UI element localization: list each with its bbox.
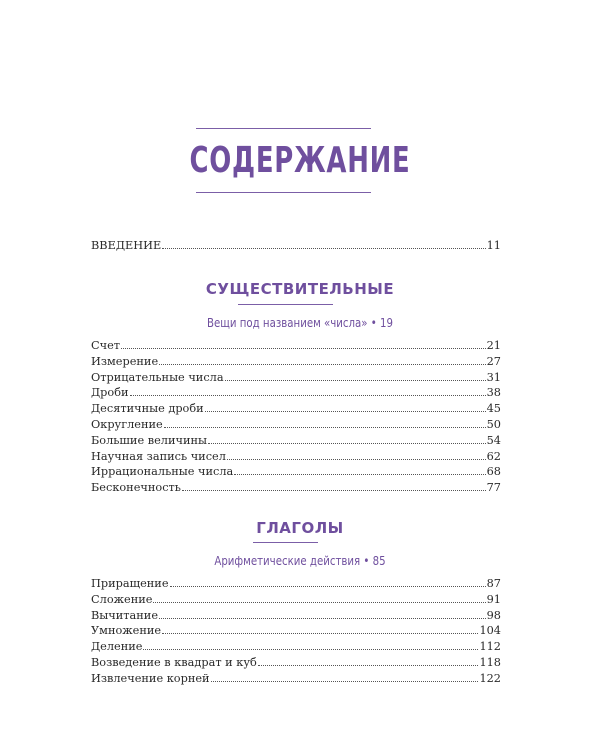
dot-leader bbox=[211, 681, 479, 682]
entry-page: 62 bbox=[486, 449, 501, 463]
toc-entry[interactable] bbox=[91, 338, 501, 354]
dot-leader bbox=[153, 602, 485, 603]
entry-label: Бесконечность bbox=[91, 481, 181, 495]
toc-entry[interactable] bbox=[91, 608, 501, 624]
entry-page: 118 bbox=[479, 655, 501, 669]
entry-page: 122 bbox=[479, 671, 501, 685]
entry-page: 50 bbox=[486, 417, 501, 431]
toc-entry[interactable] bbox=[91, 592, 501, 608]
entry-page: 21 bbox=[486, 339, 501, 352]
entry-page: 38 bbox=[486, 386, 501, 400]
entry-page: 98 bbox=[486, 608, 501, 622]
entry-label: Отрицательные числа bbox=[91, 370, 224, 384]
entry-page: 77 bbox=[486, 481, 501, 495]
verbs-heading: ГЛАГОЛЫ bbox=[256, 519, 344, 537]
title-top-rule bbox=[196, 128, 371, 129]
entry-label: Большие величины bbox=[91, 433, 208, 447]
toc-entry[interactable] bbox=[91, 370, 501, 386]
toc-entry[interactable] bbox=[91, 576, 501, 592]
nouns-heading: СУЩЕСТВИТЕЛЬНЫЕ bbox=[205, 280, 395, 298]
verbs-subtitle: Арифметические действия • 85 bbox=[214, 554, 386, 568]
entry-page: 31 bbox=[486, 370, 501, 384]
entry-label: Возведение в квадрат и куб bbox=[91, 655, 257, 669]
toc-entry[interactable] bbox=[91, 464, 501, 480]
entry-label: Приращение bbox=[91, 577, 169, 590]
toc-entry[interactable] bbox=[91, 401, 501, 417]
dot-leader bbox=[159, 364, 485, 365]
entry-label: Дроби bbox=[91, 386, 129, 400]
toc-entry[interactable] bbox=[91, 480, 501, 496]
dot-leader bbox=[170, 586, 486, 587]
dot-leader bbox=[121, 348, 486, 349]
verbs-rule bbox=[253, 542, 318, 543]
title-bottom-rule bbox=[196, 192, 371, 193]
entry-page: 11 bbox=[486, 239, 501, 252]
entry-page: 54 bbox=[486, 433, 501, 447]
toc-entry-intro[interactable] bbox=[91, 238, 501, 254]
dot-leader bbox=[159, 618, 486, 619]
toc-entry[interactable] bbox=[91, 354, 501, 370]
intro-list bbox=[91, 238, 501, 254]
entry-label: ВВЕДЕНИЕ bbox=[91, 239, 162, 252]
nouns-list bbox=[91, 338, 501, 496]
entry-label: Извлечение корней bbox=[91, 671, 210, 685]
entry-label: Деление bbox=[91, 640, 143, 654]
dot-leader bbox=[143, 649, 478, 650]
dot-leader bbox=[205, 411, 486, 412]
entry-label: Умножение bbox=[91, 624, 162, 638]
toc-entry[interactable] bbox=[91, 623, 501, 639]
dot-leader bbox=[162, 248, 485, 249]
toc-entry[interactable] bbox=[91, 385, 501, 401]
nouns-subtitle: Вещи под названием «числа» • 19 bbox=[206, 316, 394, 330]
dot-leader bbox=[258, 665, 479, 666]
dot-leader bbox=[130, 395, 486, 396]
toc-entry[interactable] bbox=[91, 671, 501, 687]
dot-leader bbox=[234, 474, 485, 475]
verbs-list bbox=[91, 576, 501, 687]
entry-label: Научная запись чисел bbox=[91, 449, 226, 463]
entry-page: 91 bbox=[486, 592, 501, 606]
toc-entry[interactable] bbox=[91, 449, 501, 465]
entry-label: Иррациональные числа bbox=[91, 465, 234, 479]
entry-label: Измерение bbox=[91, 354, 159, 368]
entry-page: 45 bbox=[486, 402, 501, 416]
entry-label: Десятичные дроби bbox=[91, 402, 204, 416]
toc-entry[interactable] bbox=[91, 655, 501, 671]
page-title: СОДЕРЖАНИЕ bbox=[189, 140, 411, 181]
toc-entry[interactable] bbox=[91, 639, 501, 655]
dot-leader bbox=[208, 443, 486, 444]
dot-leader bbox=[164, 427, 486, 428]
entry-page: 104 bbox=[479, 624, 501, 638]
entry-page: 68 bbox=[486, 465, 501, 479]
nouns-rule bbox=[238, 304, 333, 305]
toc-entry[interactable] bbox=[91, 433, 501, 449]
dot-leader bbox=[227, 459, 486, 460]
dot-leader bbox=[182, 490, 486, 491]
entry-page: 27 bbox=[486, 354, 501, 368]
dot-leader bbox=[162, 633, 478, 634]
entry-label: Округление bbox=[91, 417, 163, 431]
toc-entry[interactable] bbox=[91, 417, 501, 433]
dot-leader bbox=[225, 380, 486, 381]
entry-label: Сложение bbox=[91, 592, 153, 606]
entry-page: 87 bbox=[486, 577, 501, 590]
entry-label: Вычитание bbox=[91, 608, 159, 622]
entry-label: Счет bbox=[91, 339, 121, 352]
entry-page: 112 bbox=[479, 640, 501, 654]
